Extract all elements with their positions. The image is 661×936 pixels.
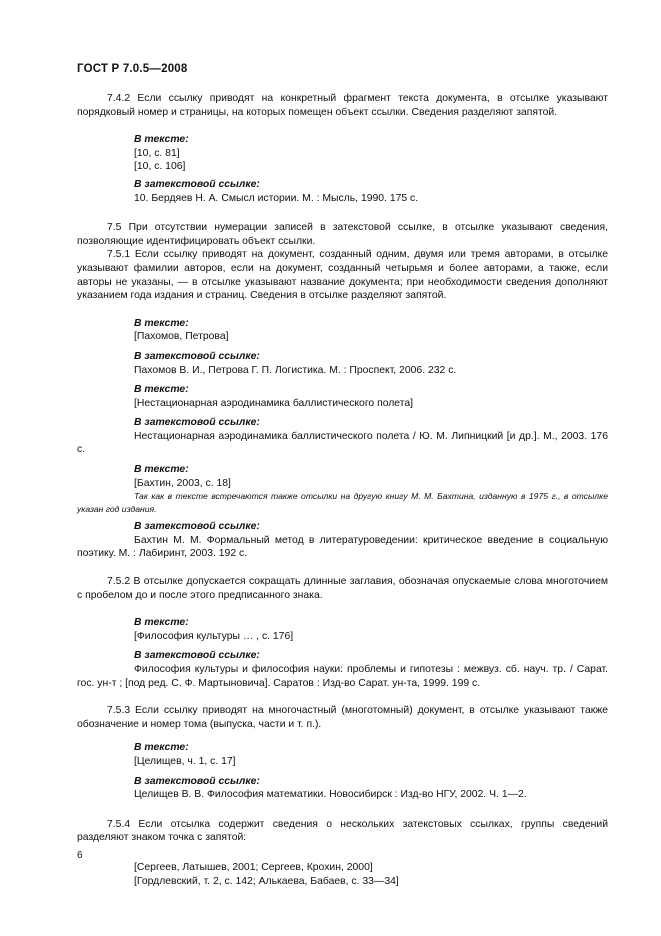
paragraph-7-5-4: 7.5.4 Если отсылка содержит сведения о нескольких затекстовых ссылках, группы сведений разделяют знаком точка с запятой:: [77, 818, 608, 844]
in-text-reference: [Философия культуры … , с. 176]: [134, 630, 294, 642]
in-text-reference: [Бахтин, 2003, с. 18]: [134, 477, 231, 489]
in-text-reference: [10, с. 106]: [134, 161, 186, 173]
endnote-reference: Бахтин М. М. Формальный метод в литературоведении: критическое введение в социальную поэтику. М. : Лабиринт, 2003. 192 с.: [77, 534, 608, 560]
in-text-label: В тексте:: [134, 617, 189, 629]
endnote-reference: Нестационарная аэродинамика баллистического полета / Ю. М. Липницкий [и др.]. М., 2003. 176 с.: [77, 430, 608, 456]
example-block-4-ref: [134, 520, 608, 534]
paragraph-7-5-1: 7.5.1 Если ссылку приводят на документ, созданный одним, двумя или тремя авторами, в отсылке указывают фамилии авторов, если на документ, созданный четырьмя и более авторами, а также, если авторы не указаны, — в отсылке указывают название документа; при необходимости сведения дополняют указанием года издания и страниц. Сведения в отсылке разделяют запятой.: [77, 249, 608, 302]
example-note: Так как в тексте встречаются также отсылки на другую книгу М. М. Бахтина, изданную в 1975 г., в отсылке указан год издания.: [77, 491, 608, 515]
paragraph-7-5: 7.5 При отсутствии нумерации записей в затекстовой ссылке, в отсылке указывают сведения, позволяющие идентифицировать объект ссылки.: [77, 222, 608, 247]
example-block-2: [134, 317, 608, 430]
in-text-reference: [10, с. 81]: [134, 147, 180, 159]
endnote-label: В затекстовой ссылке:: [134, 650, 260, 662]
endnote-label: В затекстовой ссылке:: [134, 350, 260, 362]
endnote-label: В затекстовой ссылке:: [134, 178, 260, 190]
in-text-label: В тексте:: [134, 317, 189, 329]
endnote-label: В затекстовой ссылке:: [134, 417, 260, 429]
document-body: [77, 92, 608, 888]
endnote-label: В затекстовой ссылке:: [134, 775, 260, 787]
endnote-reference: Философия культуры и философия науки: проблемы и гипотезы : межвуз. сб. науч. тр. / Сарат. гос. ун-т ; [под ред. С. Ф. Мартыновича]. Саратов : Изд-во Сарат. ун-та, 1999. 199 с.: [77, 664, 608, 689]
in-text-label: В тексте:: [134, 134, 189, 146]
paragraph-7-4-2: 7.4.2 Если ссылку приводят на конкретный фрагмент текста документа, в отсылке указывают порядковый номер и страницы, на которых помещен объект ссылки. Сведения разделяют запятой.: [77, 93, 608, 118]
combined-reference: [Сергеев, Латышев, 2001; Сергеев, Крохин, 2000]: [134, 861, 373, 873]
endnote-reference: 10. Бердяев Н. А. Смысл истории. М. : Мысль, 1990. 175 с.: [134, 192, 419, 204]
paragraph-7-5-2: 7.5.2 В отсылке допускается сокращать длинные заглавия, обозначая опускаемые слова многоточием с пробелом до и после этого предписанного знака.: [77, 576, 608, 601]
endnote-reference: Пахомов В. И., Петрова Г. П. Логистика. М. : Проспект, 2006. 232 с.: [134, 364, 457, 376]
example-block-5: [134, 616, 608, 663]
in-text-reference: [Нестационарная аэродинамика баллистического полета]: [134, 397, 414, 409]
combined-reference: [Гордлевский, т. 2, с. 142; Алькаева, Бабаев, с. 33—34]: [134, 875, 399, 887]
page-number: 6: [77, 850, 83, 861]
in-text-label: В тексте:: [134, 742, 189, 754]
example-block-6: [134, 741, 608, 801]
example-block-1: [134, 133, 608, 205]
in-text-label: В тексте:: [134, 384, 189, 396]
in-text-reference: [Целищев, ч. 1, с. 17]: [134, 755, 236, 767]
document-header: ГОСТ Р 7.0.5—2008: [77, 63, 188, 75]
endnote-label: В затекстовой ссылке:: [134, 521, 260, 533]
example-block-7: [134, 861, 608, 888]
endnote-reference: Целищев В. В. Философия математики. Новосибирск : Изд-во НГУ, 2002. Ч. 1—2.: [134, 789, 527, 801]
paragraph-7-5-3: 7.5.3 Если ссылку приводят на многочастный (многотомный) документ, в отсылке указывают также обозначение и номер тома (выпуска, части и т. п.).: [77, 705, 608, 730]
in-text-reference: [Пахомов, Петрова]: [134, 331, 229, 343]
in-text-label: В тексте:: [134, 464, 189, 476]
example-block-4: [134, 463, 608, 490]
